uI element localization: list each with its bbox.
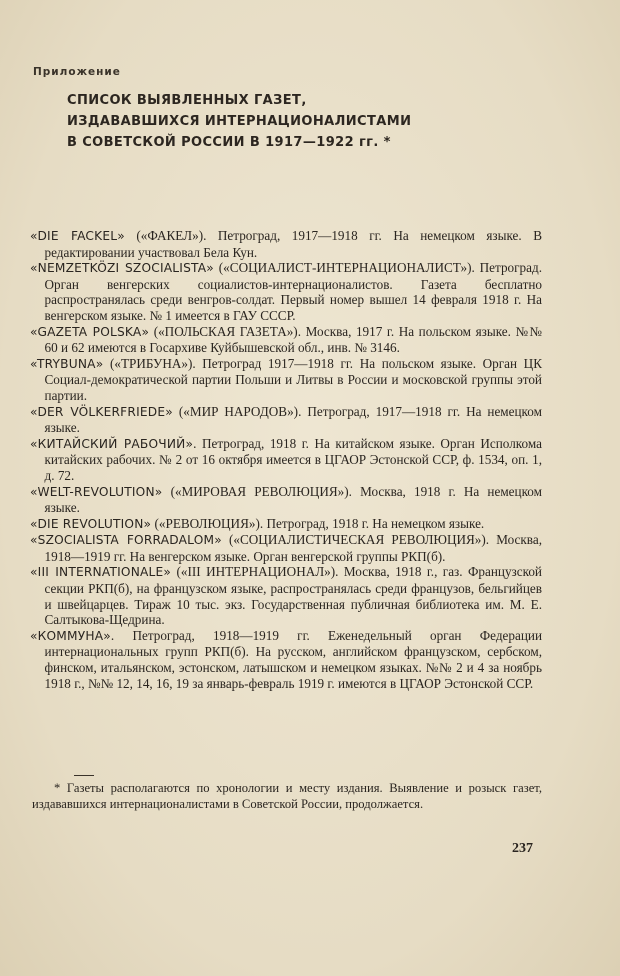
newspaper-name: «DER VÖLKERFRIEDE» xyxy=(30,404,173,419)
newspaper-name: «III INTERNATIONALE» xyxy=(30,565,172,580)
list-item xyxy=(30,404,542,436)
list-item xyxy=(30,484,542,516)
list-item xyxy=(30,564,542,627)
newspaper-name: «КИТАЙСКИЙ РАБОЧИЙ» xyxy=(30,436,194,451)
newspaper-list xyxy=(30,228,542,691)
entry-text: («ПОЛЬСКАЯ ГАЗЕТА»). Москва, 1917 г. На польском языке. №№ 60 и 62 имеются в Госархиве Куйбышевской обл., инв. № 3146. xyxy=(44,323,542,356)
newspaper-name: «DIE FACKEL» xyxy=(30,229,125,243)
entry-text: («ФАКЕЛ»). Петроград, 1917—1918 гг. На немецком языке. В редактировании участвовал Бела Кун. xyxy=(44,228,542,260)
appendix-label: Приложение xyxy=(33,66,121,78)
list-item xyxy=(30,532,542,564)
entry-text: («СОЦИАЛИСТ-ИНТЕРНАЦИОНАЛИСТ»). Петроград. Орган венгерских социалистов-интернационалистов. Газета бесплатно распространялась среди венгров-солдат. Первый номер вышел 14 февраля 1918 г. На венгерском языке. № 1 имеется в ГАУ СССР. xyxy=(44,260,542,323)
list-item xyxy=(30,436,542,484)
title-line: СПИСОК ВЫЯВЛЕННЫХ ГАЗЕТ, xyxy=(67,93,307,108)
newspaper-name: «WELT-REVOLUTION» xyxy=(30,484,163,499)
entry-text: («РЕВОЛЮЦИЯ»). Петроград, 1918 г. На немецком языке. xyxy=(151,515,485,531)
newspaper-name: «КОММУНА» xyxy=(30,628,111,643)
entry-text: . Петроград, 1918—1919 гг. Еженедельный орган Федерации интернациональных групп РКП(б). На русском, английском французском, сербском, финском, итальянском, эстонском, латышском и немецком языках. №№ 2 и 4 за ноябрь 1918 г., №№ 12, 14, 16, 19 за январь-февраль 1919 г. имеются в ЦГАОР Эстонской ССР. xyxy=(44,627,542,691)
list-item xyxy=(30,516,542,533)
entry-text: («СОЦИАЛИСТИЧЕСКАЯ РЕВОЛЮЦИЯ»). Москва, 1918—1919 гг. На венгерском языке. Орган венгерской группы РКП(б). xyxy=(44,532,542,564)
title-line: В СОВЕТСКОЙ РОССИИ В 1917—1922 гг. * xyxy=(67,135,391,150)
list-item xyxy=(30,324,542,356)
footnote-divider xyxy=(74,775,94,776)
newspaper-name: «GAZETA POLSKA» xyxy=(30,324,150,339)
list-item xyxy=(30,628,542,691)
page-title xyxy=(67,90,411,153)
entry-text: («МИРОВАЯ РЕВОЛЮЦИЯ»). Москва, 1918 г. На немецком языке. xyxy=(44,483,542,516)
newspaper-name: «SZOCIALISTA FORRADALOM» xyxy=(30,533,222,548)
footnote: * Газеты располагаются по хронологии и месту издания. Выявление и розыск газет, издававшихся интернационалистами в Советской России, продолжается. xyxy=(32,781,542,811)
entry-text: («ТРИБУНА»). Петроград 1917—1918 гг. На польском языке. Орган ЦК Социал-демократической партии Польши и Литвы в России и московской группы этой партии. xyxy=(44,355,542,403)
list-item xyxy=(30,228,542,260)
entry-text: («МИР НАРОДОВ»). Петроград, 1917—1918 гг. На немецком языке. xyxy=(44,403,542,436)
list-item xyxy=(30,356,542,404)
newspaper-name: «TRYBUNA» xyxy=(30,356,104,371)
newspaper-name: «NEMZETKÖZI SZOCIALISTA» xyxy=(30,261,214,276)
page-number: 237 xyxy=(512,841,533,856)
entry-text: («III ИНТЕРНАЦИОНАЛ»). Москва, 1918 г., газ. Французской секции РКП(б), на французском языке, распространялась среди французов, бельгийцев и швейцарцев. Тираж 10 тыс. экз. Государственная публичная библиотека им. М. Е. Салтыкова-Щедрина. xyxy=(44,564,542,628)
title-line: ИЗДАВАВШИХСЯ ИНТЕРНАЦИОНАЛИСТАМИ xyxy=(67,114,412,129)
entry-text: . Петроград, 1918 г. На китайском языке. Орган Исполкома китайских рабочих. № 2 от 16 октября имеется в ЦГАОР Эстонской ССР, ф. 1534, оп. 1, д. 72. xyxy=(44,435,542,483)
newspaper-name: «DIE REVOLUTION» xyxy=(30,516,152,531)
list-item xyxy=(30,260,542,323)
